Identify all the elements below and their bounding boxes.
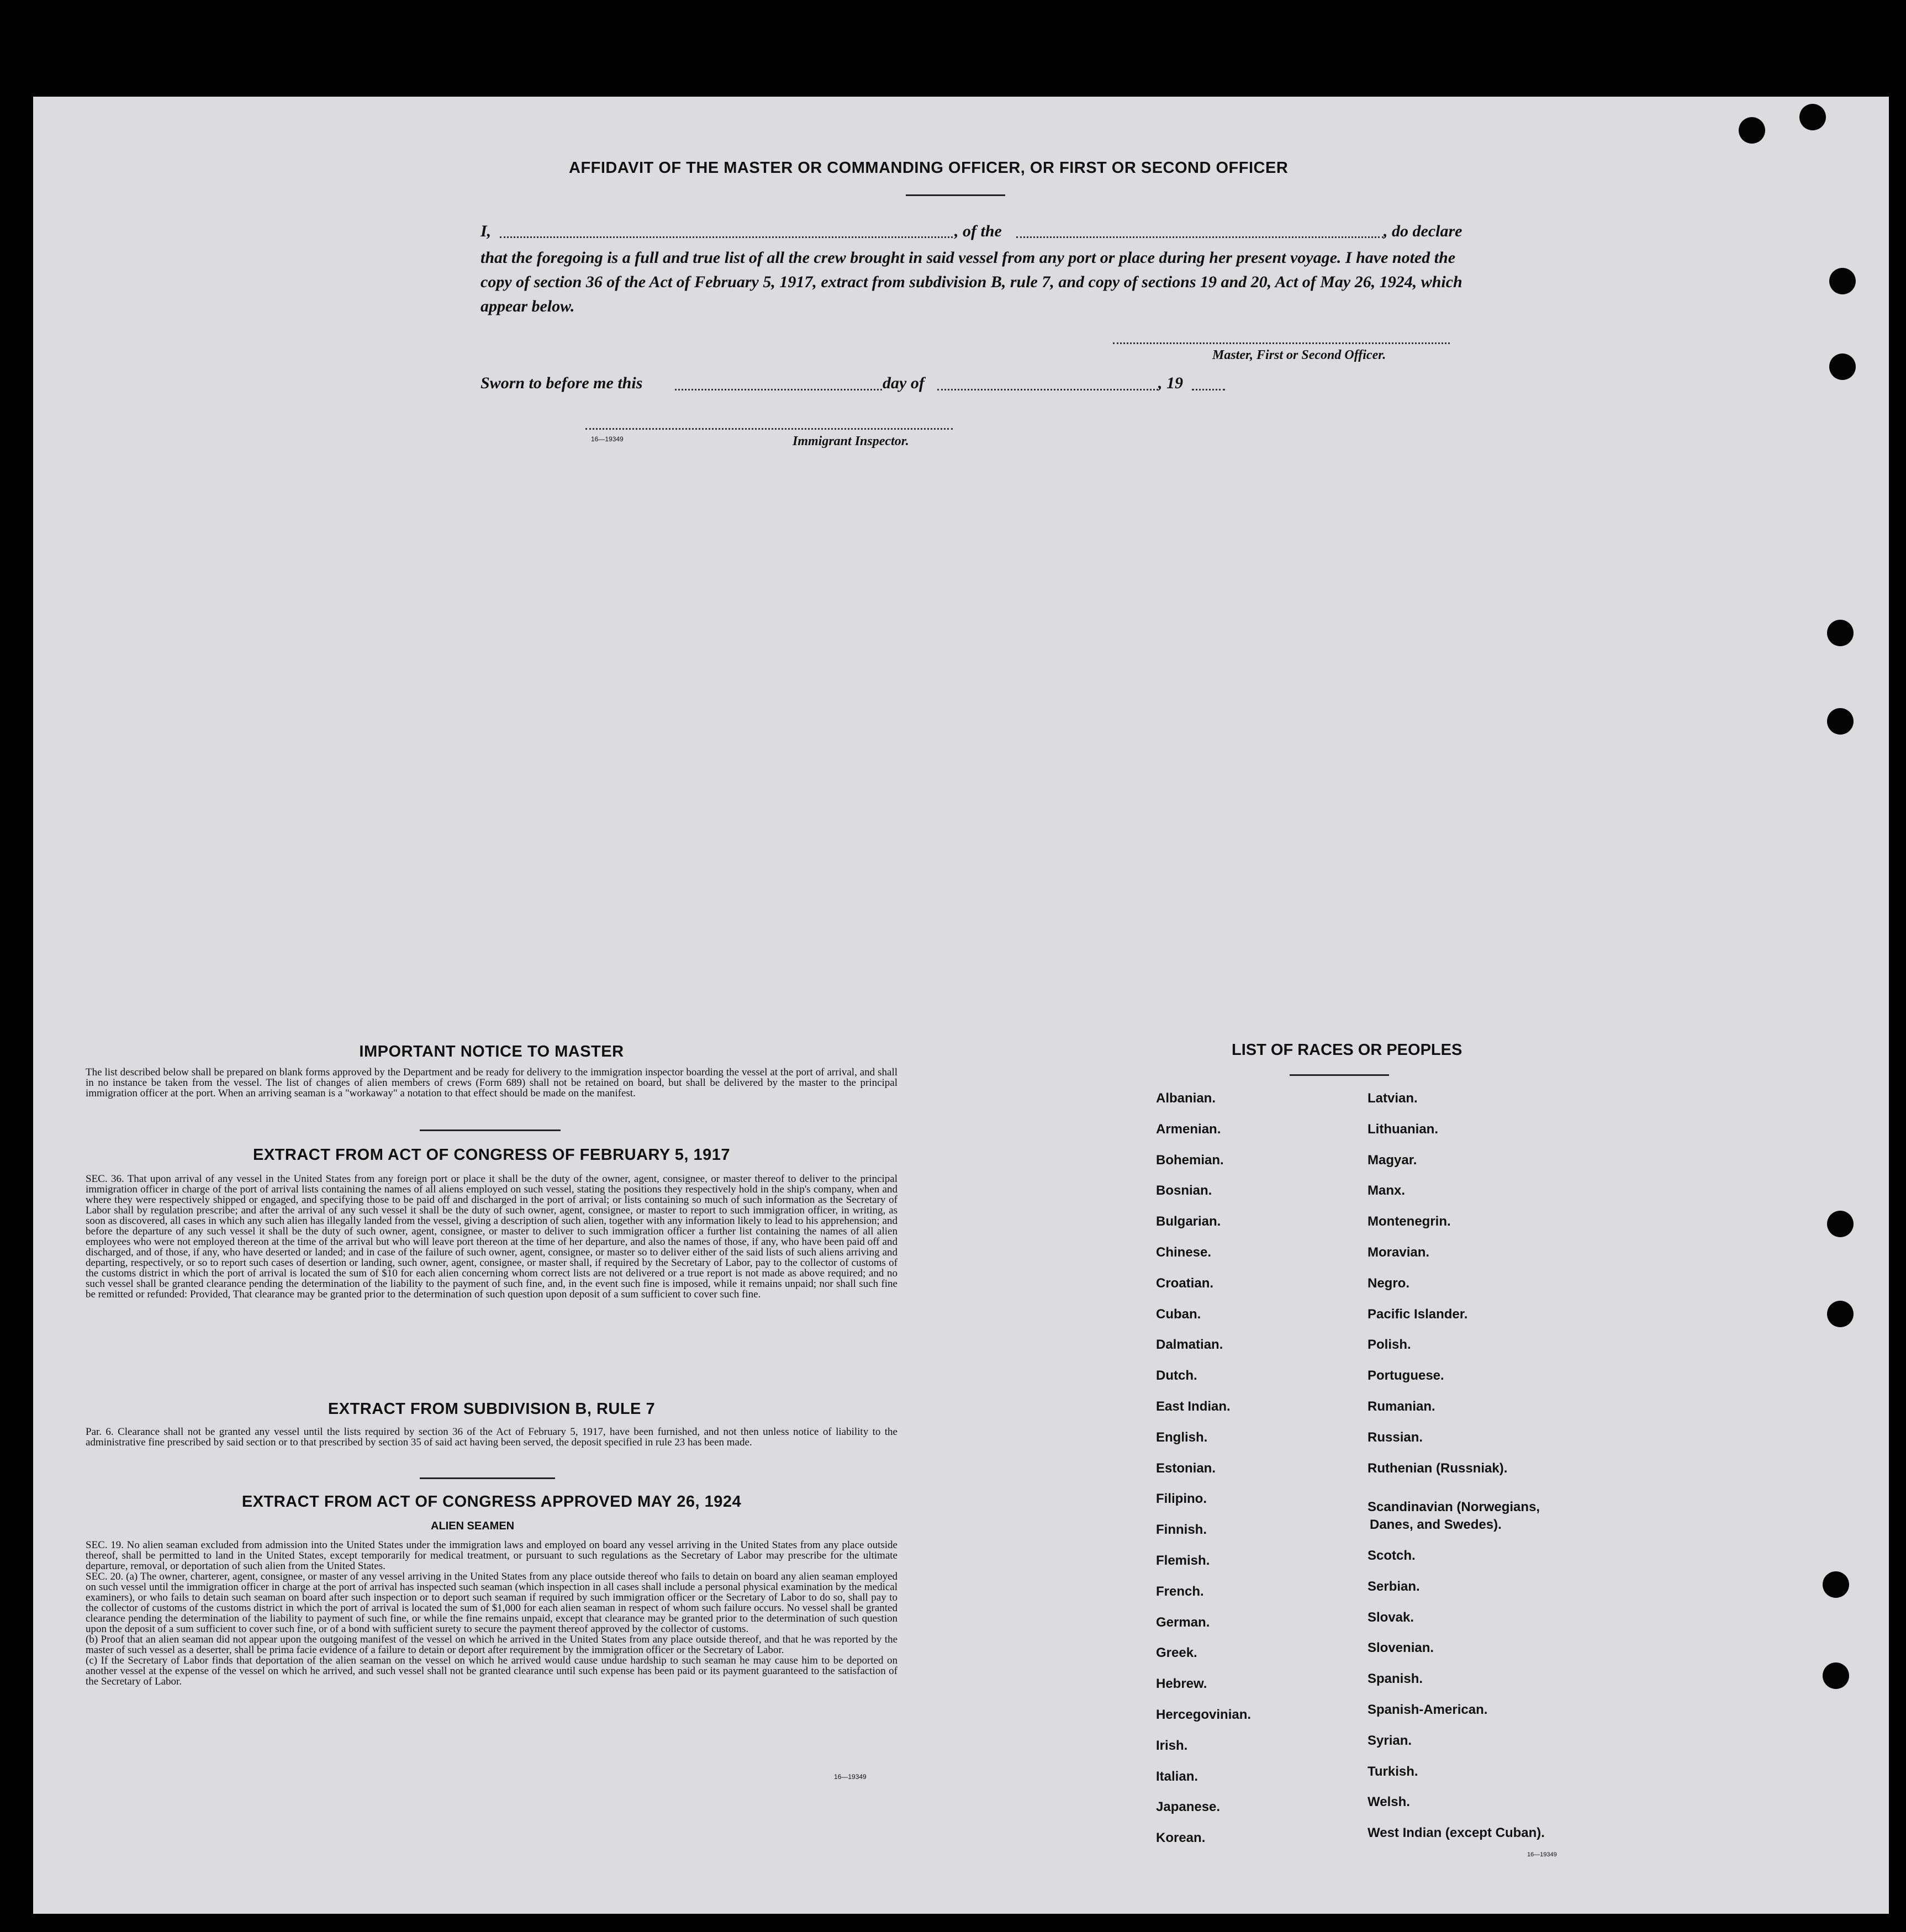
race-item: Danes, and Swedes). — [1370, 1517, 1502, 1533]
race-item: West Indian (except Cuban). — [1368, 1825, 1545, 1841]
sworn-day-field[interactable] — [675, 389, 882, 390]
alien-seamen-subtitle: ALIEN SEAMEN — [431, 1520, 515, 1532]
notice-title: IMPORTANT NOTICE TO MASTER — [359, 1043, 624, 1060]
race-item: Irish. — [1156, 1738, 1188, 1753]
race-item: French. — [1156, 1583, 1204, 1599]
affidavit-body — [481, 246, 1469, 319]
race-item: Filipino. — [1156, 1491, 1207, 1507]
form-number: 16—19349 — [1527, 1851, 1557, 1858]
notice-text: The list described below shall be prepared on blank forms approved by the Department and be ready for delivery to the immigration inspector boarding the vessel at the port of arrival, and shall in no instance be taken from the vessel. The list of changes of alien members of crews (Form 689) shall not be retained on board, but shall be delivered by the master to the principal immigration officer at the port. When an arriving seaman is a "workaway" a notation to that effect should be made on the manifest. — [86, 1067, 897, 1099]
race-item: Estonian. — [1156, 1460, 1216, 1476]
race-item: Italian. — [1156, 1769, 1198, 1784]
race-item: Moravian. — [1368, 1245, 1430, 1260]
sworn-year-field[interactable] — [1192, 389, 1225, 390]
race-item: Dalmatian. — [1156, 1337, 1223, 1353]
divider — [420, 1129, 561, 1131]
sworn-day-label: day of — [883, 374, 925, 392]
race-item: Hercegovinian. — [1156, 1707, 1252, 1722]
races-title-underline — [1290, 1074, 1389, 1076]
race-item: Chinese. — [1156, 1245, 1212, 1260]
rule7-text: Par. 6. Clearance shall not be granted any vessel until the lists required by section 36 of the Act of February 5, 1917, have been furnished, and not then unless notice of liability to the administrative fine prescribed by said section or to that prescribed by section 35 of said act having been served, the deposit specified in rule 23 has been made. — [86, 1426, 897, 1448]
race-item: Albanian. — [1156, 1091, 1216, 1106]
punch-hole — [1829, 268, 1856, 294]
extract-1924 — [86, 1493, 897, 1511]
sec20c-text: (c) If the Secretary of Labor finds that deportation of the alien seaman on the vessel on which he arrived would cause undue hardship to such seaman he may cause him to be deported on another vessel at the expense of the vessel on which he arrived, and such vessel shall not be granted clearance until such expense has been paid or its payment guaranteed to the satisfaction of the Secretary of Labor. — [86, 1655, 897, 1687]
race-item: Turkish. — [1368, 1764, 1418, 1779]
sec20a-text: SEC. 20. (a) The owner, charterer, agent, consignee, or master of any vessel arriving in the United States from any place outside thereof who fails to detain on board any alien seaman employed on such vessel until the immigration officer in charge at the port of arrival has inspected such seaman (which inspection in all cases shall include a personal physical examination by the medical examiners), or who fails to detain such seaman on board after such inspection or to deport such seaman if required by such immigration officer or the Secretary of Labor to do so, shall pay to the collector of customs of the customs district in which the port of arrival is located the sum of $1,000 for each alien seaman in respect of whom such failure occurs. No vessel shall be granted clearance pending the determination of the liability to payment of such fine, or while the fine remains unpaid, except that clearance may be granted prior to the determination of such question upon the deposit of a sum sufficient to cover such fine, or of a bond with sufficient surety to secure the payment thereof approved by the collector of customs. — [86, 1571, 897, 1635]
punch-hole — [1829, 353, 1856, 380]
extract-1917-body — [86, 1174, 897, 1300]
extract-1917 — [86, 1146, 897, 1164]
race-item: Spanish-American. — [1368, 1702, 1488, 1717]
race-item: Greek. — [1156, 1645, 1197, 1661]
race-item: Bohemian. — [1156, 1152, 1224, 1168]
extract-1917-text: SEC. 36. That upon arrival of any vessel in the United States from any foreign port or place it shall be the duty of the owner, agent, consignee, or master thereof to deliver to the principal immigration officer in charge of the port of arrival lists containing the names of all aliens employed on such vessel, stating the positions they respectively hold in the ship's company, when and where they were respectively shipped or engaged, and specifying those to be paid off and discharged in the port of arrival; or lists containing so much of such information as the Secretary of Labor shall by regulation prescribe; and after the arrival of any such vessel it shall be the duty of such owner, agent, consignee, or master to report to such immigration officer, in writing, as soon as discovered, all cases in which any such alien has illegally landed from the vessel, giving a description of such alien, together with any information likely to lead to his apprehension; and before the departure of any such vessel it shall be the duty of such owner, agent, consignee, or master to deliver to such immigration officer a further list containing the names of all alien employees who were not employed thereon at the time of the arrival but who will leave port thereon at the time of her departure, and also the names of those, if any, who have been paid off and discharged, and of those, if any, who have deserted or landed; and in case of the failure of such owner, agent, consignee, or master so to deliver either of the said lists of such aliens arriving and departing, respectively, or so to report such cases of desertion or landing, such owner, agent, consignee, or master shall, if required by the Secretary of Labor, pay to the collector of customs of the customs district in which the port of arrival is located the sum of $10 for each alien concerning whom correct lists are not delivered or a true report is not made as above required; and no such vessel shall be granted clearance pending the determination of the liability to the payment of such fine, and, in the event such fine is imposed, while it remains unpaid; nor shall such fine be remitted or refunded: Provided, That clearance may be granted prior to the determination of such question upon deposit of a sum sufficient to cover such fine. — [86, 1173, 897, 1300]
race-item: Finnish. — [1156, 1522, 1207, 1538]
punch-hole — [1739, 117, 1765, 144]
sworn-prefix: Sworn to before me this — [481, 374, 643, 392]
race-item: Portuguese. — [1368, 1368, 1444, 1384]
race-item: Ruthenian (Russniak). — [1368, 1460, 1508, 1476]
vessel-name-field[interactable] — [1016, 236, 1384, 238]
race-item: Rumanian. — [1368, 1399, 1435, 1414]
race-item: Scotch. — [1368, 1548, 1416, 1563]
races-title: LIST OF RACES OR PEOPLES — [1232, 1041, 1463, 1059]
extract-1917-title: EXTRACT FROM ACT OF CONGRESS OF FEBRUARY 5, 1917 — [252, 1146, 731, 1164]
punch-hole — [1823, 1571, 1849, 1598]
race-item: Negro. — [1368, 1275, 1410, 1291]
race-item: German. — [1156, 1614, 1210, 1630]
inspector-label: Immigrant Inspector. — [793, 434, 909, 448]
affidavit-title: AFFIDAVIT OF THE MASTER OR COMMANDING OFFICER, OR FIRST OR SECOND OFFICER — [569, 159, 1289, 177]
race-item: Serbian. — [1368, 1579, 1420, 1594]
race-item: Cuban. — [1156, 1306, 1201, 1322]
race-item: Polish. — [1368, 1337, 1411, 1353]
notice-body — [86, 1067, 897, 1099]
signature-label: Master, First or Second Officer. — [1212, 348, 1386, 362]
race-item: Slovenian. — [1368, 1640, 1434, 1656]
race-item: Russian. — [1368, 1429, 1423, 1445]
affiant-prefix: I, — [481, 222, 492, 240]
extract-1924-body — [86, 1540, 897, 1687]
race-item: Pacific Islander. — [1368, 1306, 1468, 1322]
form-number: 16—19349 — [834, 1773, 867, 1781]
race-item: Montenegrin. — [1368, 1214, 1451, 1229]
punch-hole — [1827, 1301, 1854, 1327]
race-item: Croatian. — [1156, 1275, 1214, 1291]
race-item: Bulgarian. — [1156, 1214, 1221, 1229]
race-item: Japanese. — [1156, 1799, 1221, 1815]
race-item: Dutch. — [1156, 1368, 1197, 1384]
rule7-title: EXTRACT FROM SUBDIVISION B, RULE 7 — [328, 1400, 656, 1418]
race-item: Armenian. — [1156, 1121, 1221, 1137]
race-item: Flemish. — [1156, 1553, 1210, 1568]
title-underline — [906, 194, 1005, 196]
divider — [420, 1477, 555, 1479]
race-item: Scandinavian (Norwegians, — [1368, 1500, 1540, 1515]
sworn-month-field[interactable] — [937, 389, 1158, 390]
race-item: Bosnian. — [1156, 1183, 1212, 1199]
race-item: Slovak. — [1368, 1609, 1414, 1625]
race-item: Manx. — [1368, 1183, 1406, 1199]
notice-section — [86, 1043, 897, 1061]
punch-hole — [1827, 708, 1854, 735]
of-the-label: , of the — [954, 222, 1002, 240]
affiant-name-field[interactable] — [500, 236, 953, 238]
affidavit-body-text: that the foregoing is a full and true list of all the crew brought in said vessel from any port or place during her present voyage. I have noted the copy of section 36 of the Act of February 5, 1917, extract from subdivision B, rule 7, and copy of sections 19 and 20, Act of May 26, 1924, which appear below. — [481, 249, 1463, 315]
race-item: Magyar. — [1368, 1152, 1417, 1168]
punch-hole — [1823, 1662, 1849, 1689]
punch-hole — [1799, 104, 1826, 130]
rule7-body — [86, 1427, 897, 1448]
race-item: Syrian. — [1368, 1733, 1412, 1748]
race-item: Korean. — [1156, 1830, 1206, 1846]
sec19-text: SEC. 19. No alien seaman excluded from admission into the United States under the immigration laws and employed on board any vessel arriving in the United States from any place outside thereof, shall be permitted to land in the United States, except temporarily for medical treatment, or pursuant to such regulations as the Secretary of Labor may prescribe for the ultimate departure, removal, or deportation of such alien from the United States. — [86, 1539, 897, 1572]
sworn-year-label: , 19 — [1158, 374, 1183, 392]
form-number: 16—19349 — [591, 435, 624, 443]
punch-hole — [1827, 620, 1854, 646]
extract-1924-title: EXTRACT FROM ACT OF CONGRESS APPROVED MAY 26, 1924 — [241, 1493, 742, 1511]
race-item: Latvian. — [1368, 1091, 1418, 1106]
race-item: East Indian. — [1156, 1399, 1231, 1414]
race-item: English. — [1156, 1429, 1208, 1445]
race-item: Welsh. — [1368, 1794, 1410, 1810]
punch-hole — [1827, 1211, 1854, 1237]
signature-line[interactable] — [1113, 342, 1450, 344]
race-item: Hebrew. — [1156, 1676, 1207, 1692]
inspector-signature-line[interactable] — [585, 428, 953, 430]
sec20b-text: (b) Proof that an alien seaman did not appear upon the outgoing manifest of the vessel on which he arrived in the United States from any place outside thereof, and that he was reported by the master of such vessel as a deserter, shall be prima facie evidence of a failure to detain or deport after requirement by the immigration officer or the Secretary of Labor. — [86, 1634, 897, 1656]
race-item: Lithuanian. — [1368, 1121, 1438, 1137]
do-declare-label: , do declare — [1384, 222, 1463, 240]
rule7-section — [86, 1400, 897, 1418]
race-item: Spanish. — [1368, 1671, 1423, 1687]
